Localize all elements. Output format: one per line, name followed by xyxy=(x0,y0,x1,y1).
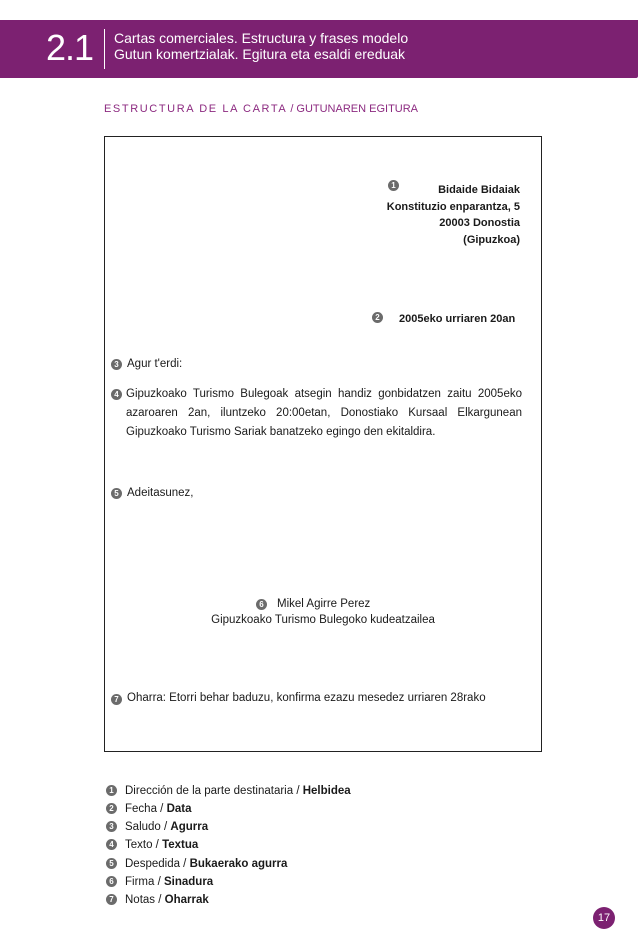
address-line-3: 20003 Donostia xyxy=(439,217,520,229)
signature-marker-badge: 6 xyxy=(256,599,267,610)
signature-role: Gipuzkoako Turismo Bulegoko kudeatzailea xyxy=(211,614,435,626)
legend-label-eu: Bukaerako agurra xyxy=(189,858,288,870)
legend-item xyxy=(106,785,351,797)
legend-item xyxy=(106,876,213,888)
note-marker-badge: 7 xyxy=(111,694,122,705)
section-number: 2.1 xyxy=(46,27,94,68)
letter-note: Oharra: Etorri behar baduzu, konfirma ezazu mesedez urriaren 28rako xyxy=(127,692,486,704)
legend-badge: 2 xyxy=(106,803,117,814)
legend-badge: 4 xyxy=(106,839,117,850)
structure-heading-separator: / xyxy=(290,103,294,115)
legend-badge: 7 xyxy=(106,894,117,905)
address-line-4: (Gipuzkoa) xyxy=(463,234,520,246)
body-marker-badge: 4 xyxy=(111,389,122,400)
structure-heading-es: ESTRUCTURA DE LA CARTA xyxy=(104,103,288,115)
legend-label-es: Saludo / xyxy=(125,821,171,833)
letter-greeting: Agur t'erdi: xyxy=(127,358,183,370)
legend-item xyxy=(106,839,198,851)
structure-heading xyxy=(104,103,418,115)
legend-label-es: Firma / xyxy=(125,876,164,888)
legend-badge: 3 xyxy=(106,821,117,832)
header-divider xyxy=(104,29,105,69)
address-line-1: Bidaide Bidaiak xyxy=(438,184,520,196)
legend-label-es: Texto / xyxy=(125,839,163,851)
legend-label-eu: Agurra xyxy=(170,821,209,833)
structure-heading-eu: GUTUNAREN EGITURA xyxy=(296,103,419,115)
legend-label-eu: Oharrak xyxy=(164,894,209,906)
letter-date: 2005eko urriaren 20an xyxy=(399,313,516,325)
header-title-eu: Gutun komertzialak. Egitura eta esaldi ereduak xyxy=(114,46,406,62)
legend-label-es: Fecha / xyxy=(125,803,167,815)
legend-label-es: Despedida / xyxy=(125,858,190,870)
legend-label-eu: Textua xyxy=(162,839,199,851)
legend-item xyxy=(106,803,192,815)
greeting-marker-badge: 3 xyxy=(111,359,122,370)
legend-label-eu: Helbidea xyxy=(302,785,351,797)
legend-badge: 1 xyxy=(106,785,117,796)
legend-badge: 6 xyxy=(106,876,117,887)
legend-label-es: Notas / xyxy=(125,894,165,906)
page-number-badge: 17 xyxy=(593,907,615,929)
letter-closing: Adeitasunez, xyxy=(127,487,194,499)
date-marker-badge: 2 xyxy=(372,312,383,323)
address-marker-badge: 1 xyxy=(388,180,399,191)
signature-name: Mikel Agirre Perez xyxy=(277,598,371,610)
legend-label-es: Dirección de la parte destinataria / xyxy=(125,785,303,797)
legend-item xyxy=(106,894,209,906)
letter-body: Gipuzkoako Turismo Bulegoak atsegin handiz gonbidatzen zaitu 2005eko azaroaren 2an, iluntzeko 20:00etan, Donostiako Kursaal Elkargunean Gipuzkoako Turismo Sariak banatzeko egingo den ekitaldira. xyxy=(126,388,522,438)
legend-item xyxy=(106,821,208,833)
legend-label-eu: Data xyxy=(166,803,192,815)
legend-item xyxy=(106,858,287,870)
address-line-2: Konstituzio enparantza, 5 xyxy=(386,201,520,213)
legend-badge: 5 xyxy=(106,858,117,869)
legend-label-eu: Sinadura xyxy=(163,876,214,888)
closing-marker-badge: 5 xyxy=(111,488,122,499)
header-title-es: Cartas comerciales. Estructura y frases modelo xyxy=(114,30,409,46)
